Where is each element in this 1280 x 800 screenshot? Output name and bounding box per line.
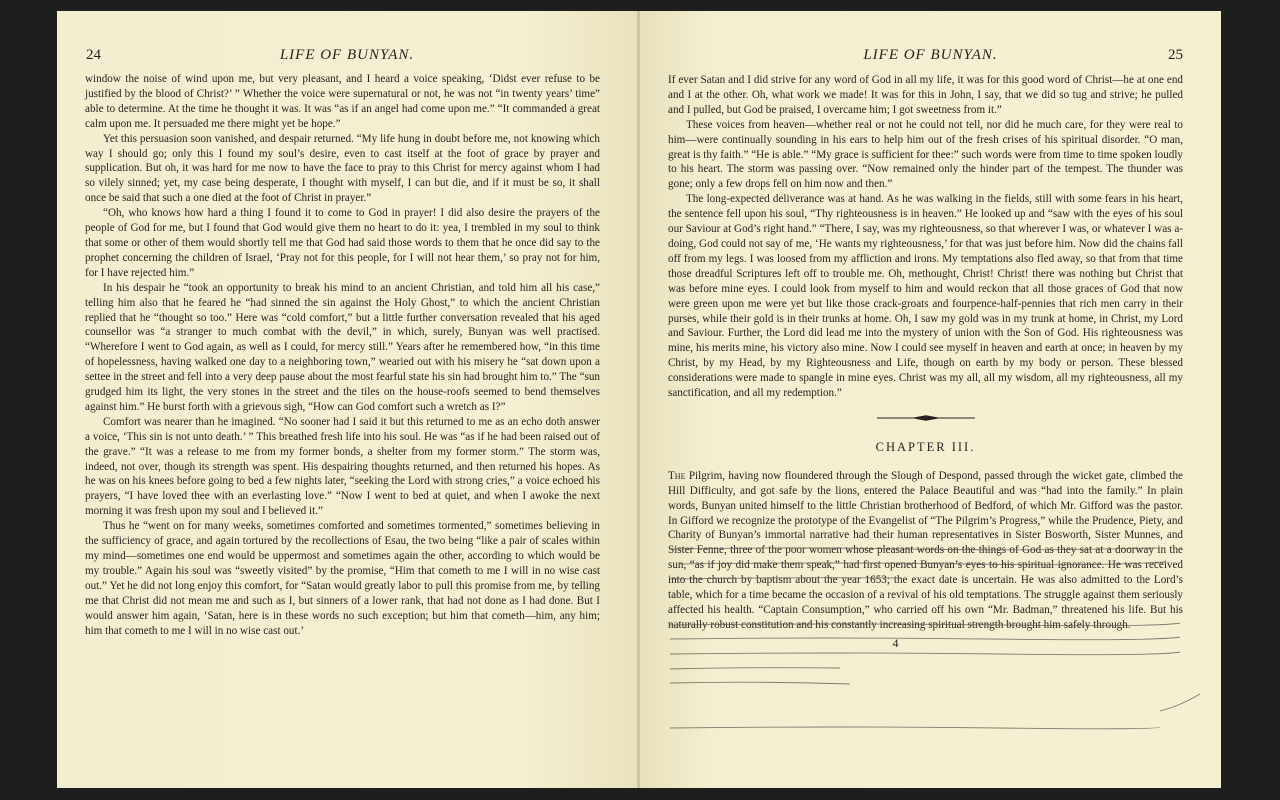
right-page-body xyxy=(668,73,1183,651)
left-paragraph-2: Yet this persuasion soon vanished, and despair returned. “My life hung in doubt before me, not knowing which way I should go; only this I found my soul’s desire, even to cast itself at the foot of grace by prayer and supplication. But oh, it was hard for me now to have the face to pray to this Christ for mercy against whom I had so vilely sinned; yet, my case being desperate, I thought with myself, I can but die, and if it must be so, it shall once be said that such a one died at the foot of Christ in prayer.” xyxy=(85,132,600,205)
signature-mark: 4 xyxy=(892,635,899,650)
book-spread xyxy=(57,11,1221,788)
chapter-heading: CHAPTER III. xyxy=(875,439,976,454)
chapter-lead-word: The xyxy=(668,469,686,482)
page-number-left: 24 xyxy=(86,47,101,63)
section-divider-ornament xyxy=(877,414,975,422)
running-head-right xyxy=(640,47,1221,67)
left-paragraph-4: In his despair he “took an opportunity to break his mind to an ancient Christian, and told him all his case,” telling him also that he feared he “had sinned the sin against the Holy Ghost,” to which the ancient Christian replied that he “thought so too.” Here was “cold comfort,” but a little further conversation revealed that his aged counsellor was “a stranger to much combat with the devil,” in which, surely, Bunyan was well practised. “Wherefore I went to God again, as well as I could, for mercy still.” Years after he remembered how, “in this time of hopelessness, having walked one day to a neighboring town,” wearied out with his misery he “sat down upon a settee in the street and fell into a very deep pause about the most fearful state his sin had brought him to.” The “sun grudged him its light, the very stones in the street and the tiles on the house-roofs seemed to bend themselves against him.” He burst forth with a grievous sigh, “How can God comfort such a wretch as I?” xyxy=(85,281,600,413)
right-paragraph-2: These voices from heaven—whether real or not he could not tell, nor did he much care, for they were real to him—were continually sounding in his ears to help him out of the fresh crises of his spiritual disorder. “O man, great is thy faith.” “He is able.” “My grace is sufficient for thee:” such words were from time to time spoken loudly to his heart. The storm was passing over. “Now remained only the hinder part of the tempest. The thunder was gone; only a few drops fell on him now and then.” xyxy=(668,118,1183,191)
left-paragraph-5: Comfort was nearer than he imagined. “No sooner had I said it but this returned to me as an echo doth answer a voice, ‘This sin is not unto death.’ ” This breathed fresh life into his soul. He was “as if he had been raised out of the grave.” “It was a release to me from my former bonds, a shelter from my former storm.” The storm was, indeed, not over, though its strength was spent. His despairing thoughts returned, and then returned his hopes. As he was on his knees before going to bed a few nights later, “seeking the Lord with strong cries,” a voice echoed his prayers, “I have loved thee with an everlasting love.” “Now I went to bed at quiet, and when I awoke the next morning it was fresh upon my soul and I believed it.” xyxy=(85,415,600,518)
left-page xyxy=(57,11,637,788)
page-number-right: 25 xyxy=(1168,47,1183,63)
right-paragraph-1: If ever Satan and I did strive for any word of God in all my life, it was for this good word of Christ—he at one end and I at the other. Oh, what work we made! It was for this in John, I say, that we did so tug and strive; he pulled and I pulled, but God be praised, I overcame him; I got sweetness from it.” xyxy=(668,74,1183,116)
left-paragraph-3: “Oh, who knows how hard a thing I found it to come to God in prayer! I did also desire the prayers of the people of God for me, but I found that God would give them no heart to do it: yea, I trembled in my soul to think that some or other of them would shortly tell me that God had said those words to them that he once did say to the prophet concerning the children of Israel, ‘Pray not for this people, for I will not hear them,’ so pray not for him, for I have rejected him.” xyxy=(85,207,600,279)
running-head-title-right: LIFE OF BUNYAN. xyxy=(863,47,998,63)
right-page xyxy=(640,11,1221,788)
running-head-title-left: LIFE OF BUNYAN. xyxy=(279,47,415,63)
chapter-paragraph-text: Pilgrim, having now floundered through the Slough of Despond, passed through the wicket gate, climbed the Hill Difficulty, and got safe by the lions, entered the Palace Beautiful and was “had into the family.” In plain words, Bunyan united himself to the little Christian brotherhood of Bedford, of which Mr. Gifford was the pastor. In Gifford we recognize the prototype of the Evangelist of “The Pilgrim’s Progress,” while the Prudence, Piety, and Charity of Bunyan’s immortal narrative had their human representatives in Sister Bosworth, Sister Munnes, and Sister Fenne, three of the poor women whose pleasant words on the things of God as they sat at a doorway in the sun, “as if joy did make them speak,” had first opened Bunyan’s eyes to his spiritual ignorance. He was received into the church by baptism about the year 1653; the exact date is uncertain. He was also admitted to the Lord’s table, which for a time became the occasion of a revival of his old temptations. The struggle against them seriously affected his health. “Captain Consumption,” who carried off his own “Mr. Badman,” threatened his life. But his naturally robust constitution and his constantly increasing spiritual strength brought him safely through. xyxy=(668,469,1183,631)
chapter-paragraph xyxy=(668,469,1183,633)
running-head-left xyxy=(57,47,637,67)
left-paragraph-6: Thus he “went on for many weeks, sometimes comforted and sometimes tormented,” sometimes believing in the sufficiency of grace, and again tortured by the recollections of Esau, the two being “like a pair of scales within my mind—sometimes one end would be uppermost and sometimes again the other, according to which would be my trouble.” Again his soul was “sweetly visited” by the promise, “Him that cometh to me I will in no wise cast out.” Yet he did not long enjoy this comfort, for “Satan would greatly labor to pull this promise from me, by telling me that Christ did not mean me and such as I, but sinners of a lower rank, that had not done as I had done. But I would answer him again, ‘Satan, here is in these words no such exception; but him that cometh—him, any him; him that cometh to me I will in no wise cast out.’ xyxy=(85,520,600,637)
right-paragraph-3: The long-expected deliverance was at hand. As he was walking in the fields, still with some fears in his heart, the sentence fell upon his soul, “Thy righteousness is in heaven.” He looked up and “saw with the eyes of his soul our Saviour at God’s right hand.” “There, I say, was my righteousness, so that wherever I was, or whatever I was a-doing, God could not say of me, ‘He wants my righteousness,’ for that was just before him. Now did the chains fall off from my legs. I was loosed from my affliction and irons. My temptations also fled away, so that from that time those dreadful Scriptures left off to trouble me. Oh, methought, Christ! Christ! there was nothing but Christ that was before mine eyes. I could look from myself to him and would reckon that all those graces of God that now were green upon me were yet but like those crack-groats and fourpence-half-pennies that rich men carry in their purses, while their gold is in their trunks at home. Oh, I saw my gold was in my trunk at home, in Christ, my Lord and Saviour. Further, the Lord did lead me into the mystery of union with the Son of God. His righteousness was mine, his merits mine, his victory also mine. Now I could see myself in heaven and earth at once; in heaven by my Christ, by my Head, by my Righteousness and Life, though on earth by my body or person. These blessed considerations were made to spangle in mine eyes. Christ was my all, all my wisdom, all my righteousness, all my sanctification, and all my redemption.” xyxy=(668,193,1183,400)
left-paragraph-1: window the noise of wind upon me, but very pleasant, and I heard a voice speaking, ‘Didst ever refuse to be justified by the blood of Christ?’ ” Whether the voice were supernatural or not, he was not “in twenty years’ time” able to determine. At the time he thought it was. It was “as if an angel had come upon me.” “It commanded a great calm upon me. It persuaded me there might yet be hope.” xyxy=(85,73,600,130)
left-page-body xyxy=(85,72,600,638)
